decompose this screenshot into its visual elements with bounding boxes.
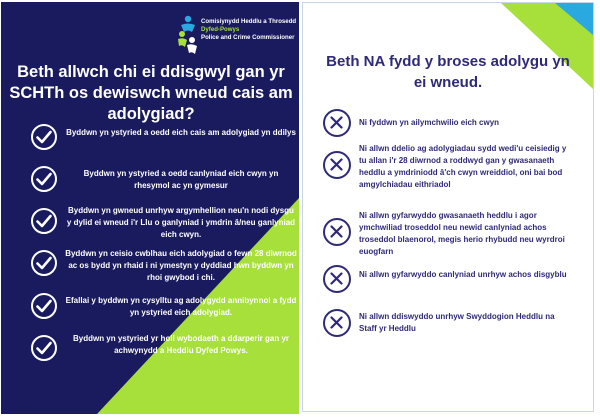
check-icon: [31, 124, 57, 150]
x-icon: [323, 265, 351, 293]
list-item-text: Ni fyddwn yn ailymchwilio eich cwyn: [359, 118, 500, 127]
list-item-text: Byddwn yn gwneud unrhyw argymhellion neu'n nodi dysgu y dylid ei wneud i'r Llu o ganlyniad i ymdrin â/neu ganlyniad eich cwyn.: [66, 206, 296, 239]
list-item-text: Byddwn yn ystyried yr holl wybodaeth a ddarperir gan yr achwynydd a Heddlu Dyfed Powys.: [72, 334, 290, 355]
list-item-text: Byddwn yn ceisio cwblhau eich adolygiad o fewn 28 diwrnod ac os bydd yn rhaid i ni ymestyn y dyddiad hwn byddwn yn rhoi gwybod i chi.: [65, 249, 297, 282]
right-panel: [302, 2, 594, 412]
left-heading: Beth allwch chi ei ddisgwyl gan yr SCHTh os dewiswch wneud cais am adolygiad?: [9, 63, 293, 123]
x-icon: [323, 151, 351, 179]
logo-line-1: Comisiynydd Heddlu a Throsedd: [201, 18, 297, 25]
x-icon: [323, 109, 351, 137]
x-icon: [323, 218, 351, 246]
list-item-text: Ni allwn ddiswyddo unrhyw Swyddogion Heddlu na Staff yr Heddlu: [359, 312, 555, 333]
list-item-text: Ni allwn gyfarwyddo gwasanaeth heddlu i agor ymchwiliad troseddol neu newid canlyniad achos troseddol blaenorol, megis herio rhybudd neu wyrdroi euogfarn: [359, 211, 565, 256]
list-item-text: Ni allwn gyfarwyddo canlyniad unrhyw achos disgyblu: [359, 270, 567, 279]
left-list: [1, 2, 299, 414]
list-item-text: Byddwn yn ystyried a oedd eich cais am adolygiad yn ddilys: [66, 128, 296, 137]
check-icon: [31, 166, 57, 192]
x-icon: [323, 309, 351, 337]
list-item-text: Byddwn yn ystyried a oedd canlyniad eich cwyn yn rhesymol ac yn gymesur: [83, 169, 279, 190]
list-item-text: Efallai y byddwn yn cysylltu ag adolygydd annibynnol a fydd yn ystyried eich adolygiad.: [65, 296, 297, 317]
logo-line-2: Dyfed-Powys: [201, 26, 240, 33]
right-heading: Beth NA fydd y broses adolygu yn ei wneud.: [326, 53, 570, 91]
check-icon: [31, 208, 57, 234]
check-icon: [31, 335, 57, 361]
left-panel: [1, 2, 299, 414]
check-icon: [31, 250, 57, 276]
list-item-text: Ni allwn ddelio ag adolygiadau sydd wedi'u ceisiedig y tu allan i'r 28 diwrnod a roddwyd gan y gwasanaeth heddlu a ymdriniodd â'ch cwyn wreiddiol, oni bai bod amgylchiadau eithriadol: [359, 144, 567, 189]
logo-line-3: Police and Crime Commissioner: [201, 34, 295, 41]
check-icon: [31, 293, 57, 319]
